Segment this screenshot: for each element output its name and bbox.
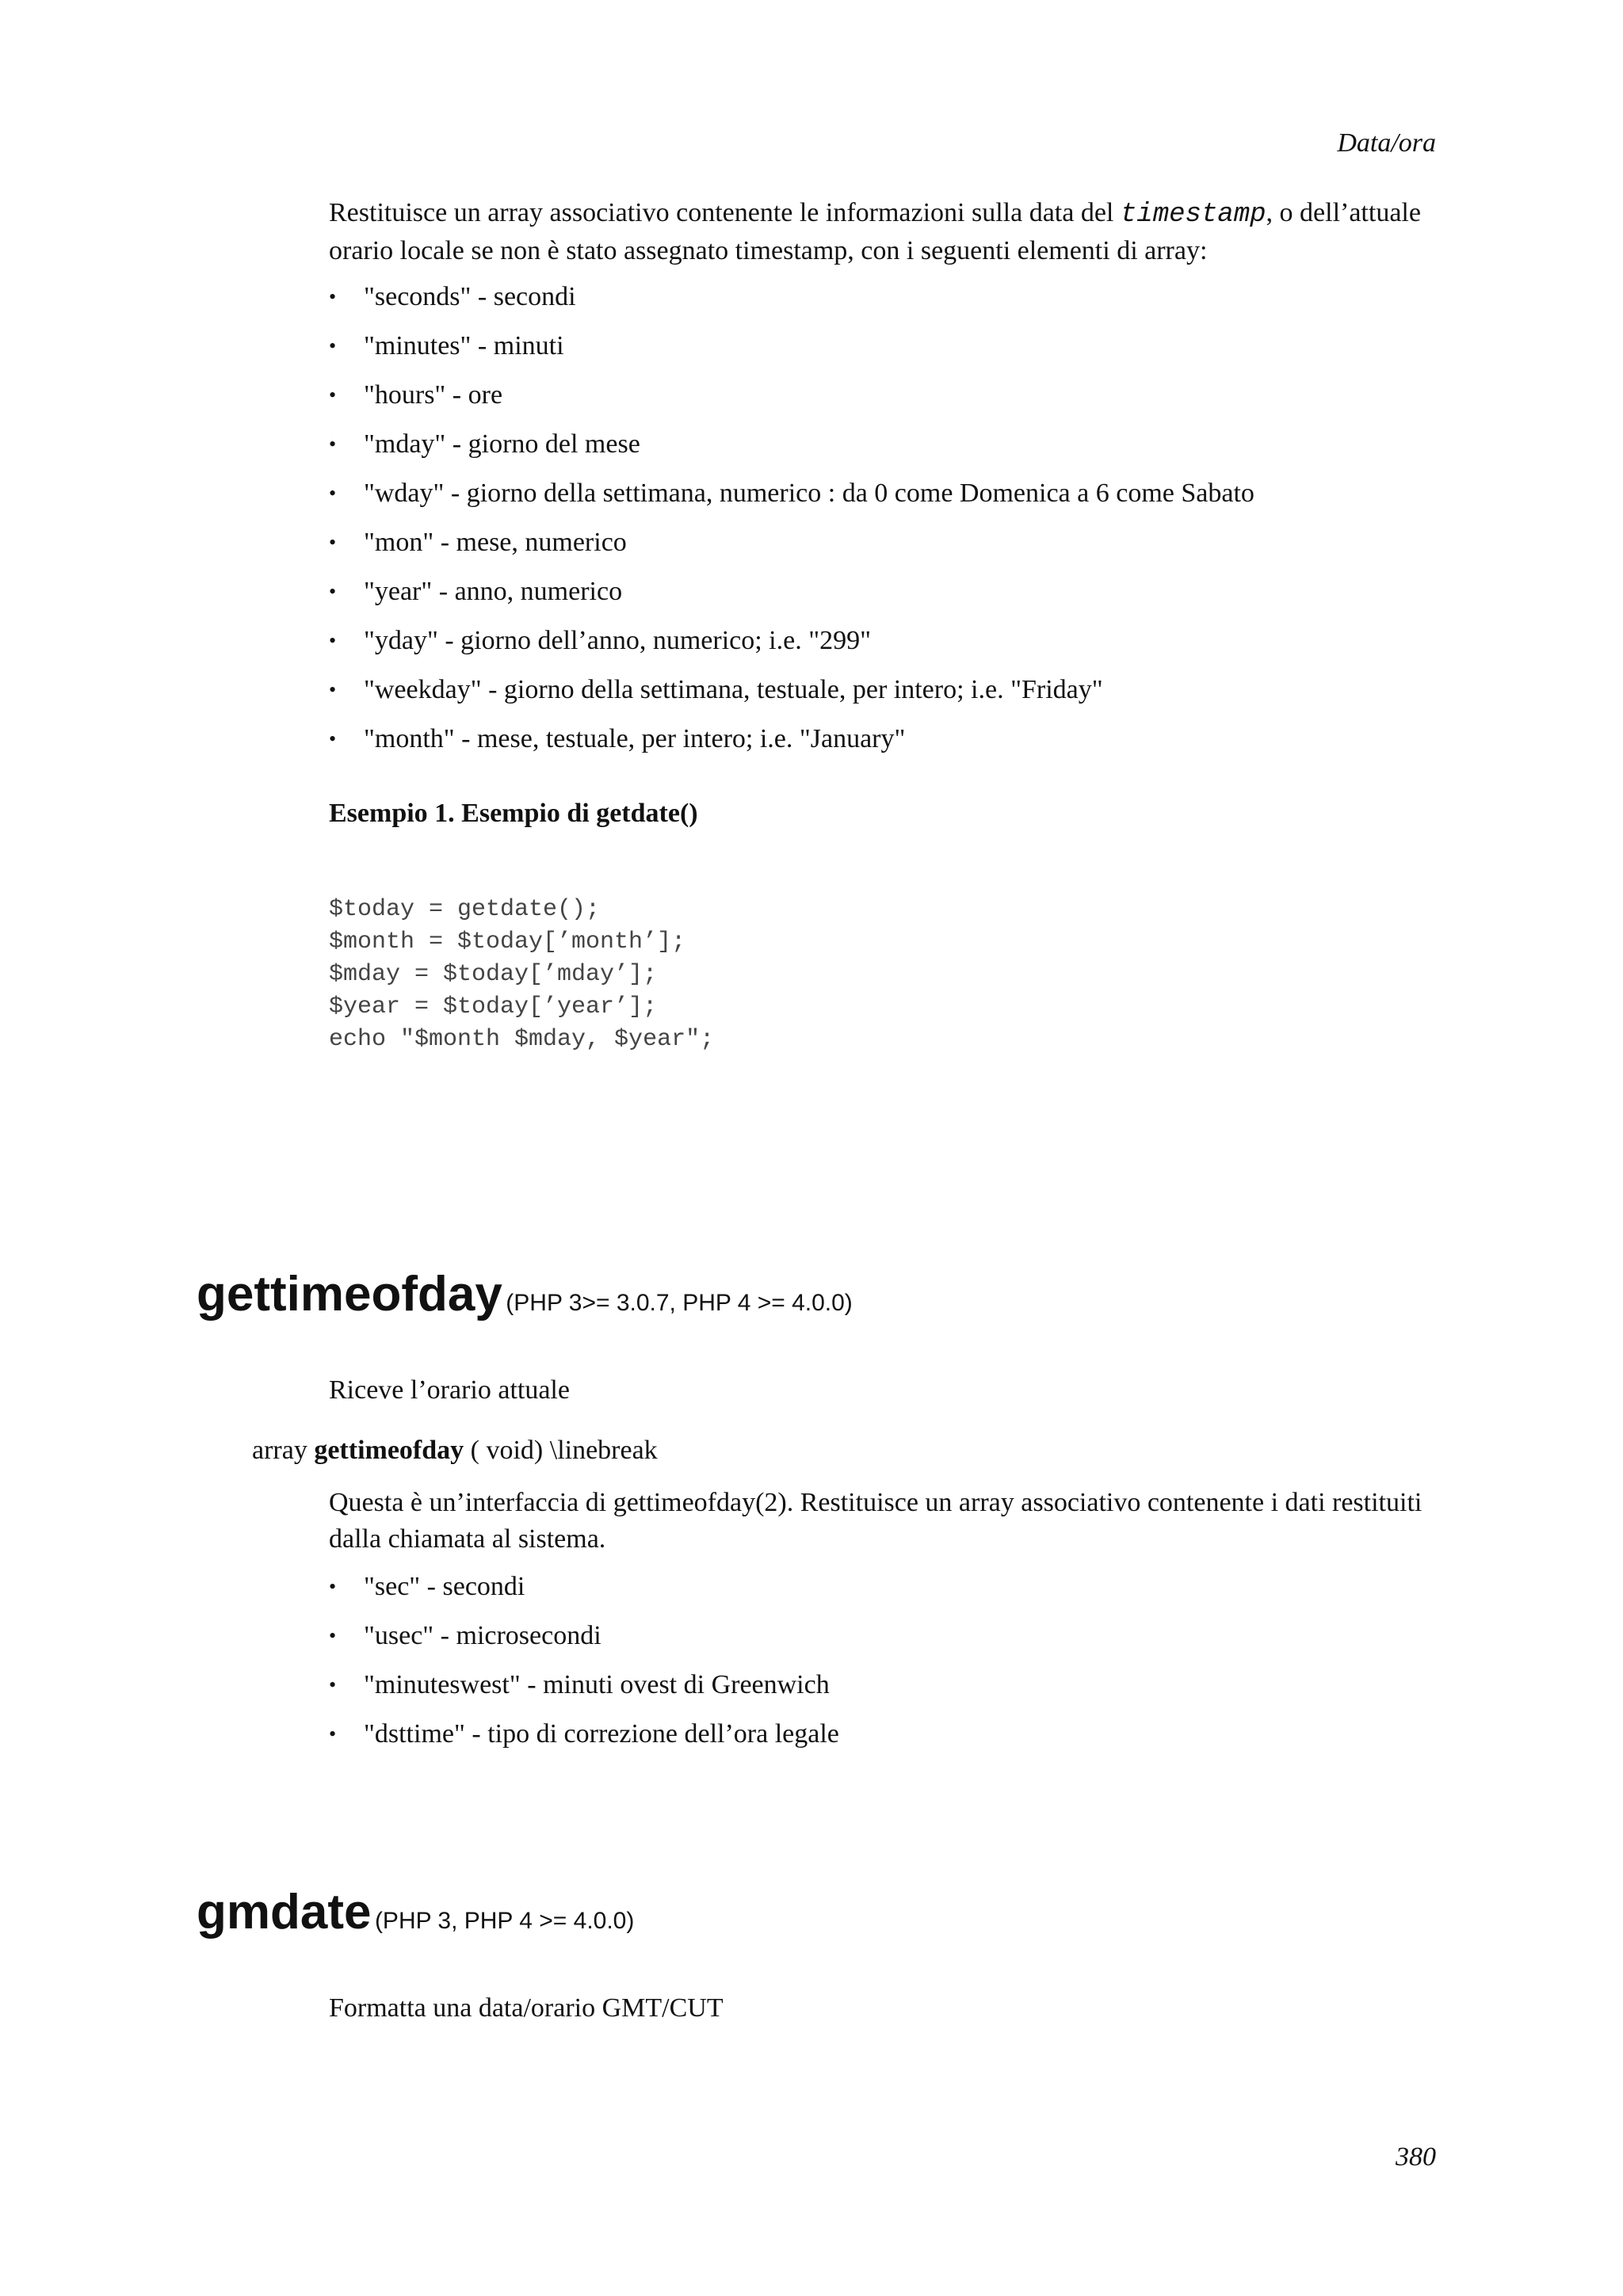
example-code [329, 894, 714, 1056]
bullet-icon: • [329, 433, 337, 456]
list-item-text: "wday" - giorno della settimana, numerico : da 0 come Domenica a 6 come Sabato [364, 479, 1254, 508]
bullet-icon: • [329, 678, 337, 701]
list-item [329, 279, 1454, 328]
list-item [329, 672, 1454, 721]
bullet-icon: • [329, 1673, 337, 1696]
synopsis-args: ( void) \linebreak [464, 1436, 658, 1465]
bullet-icon: • [329, 482, 337, 505]
code-line: $year = $today[’year’]; [329, 994, 658, 1020]
timestamp-param: timestamp [1120, 200, 1266, 230]
list-item [329, 524, 1454, 574]
function-title-gettimeofday [197, 1266, 853, 1322]
bullet-icon: • [329, 1722, 337, 1745]
function-version: (PHP 3, PHP 4 >= 4.0.0) [374, 1908, 635, 1934]
list-item [329, 574, 1454, 623]
list-item-text: "minutes" - minuti [364, 331, 564, 360]
list-item [329, 328, 1454, 377]
list-item [329, 623, 1454, 672]
code-line: $mday = $today[’mday’]; [329, 961, 658, 988]
function-name: gmdate [197, 1885, 372, 1939]
gettimeofday-summary: Riceve l’orario attuale [329, 1375, 570, 1405]
running-header: Data/ora [1337, 128, 1436, 158]
list-item [329, 1618, 1454, 1667]
synopsis-return-type: array [252, 1436, 307, 1465]
gettimeofday-items-list [329, 1569, 1454, 1765]
list-item-text: "hours" - ore [364, 380, 503, 410]
synopsis-function-name: gettimeofday [314, 1436, 464, 1465]
bullet-icon: • [329, 334, 337, 357]
list-item [329, 377, 1454, 426]
list-item-text: "year" - anno, numerico [364, 577, 623, 606]
list-item-text: "month" - mese, testuale, per intero; i.e. "January" [364, 724, 906, 753]
list-item [329, 1667, 1454, 1716]
code-line: $month = $today[’month’]; [329, 929, 686, 955]
bullet-icon: • [329, 531, 337, 554]
list-item-text: "sec" - secondi [364, 1572, 525, 1601]
code-line: $today = getdate(); [329, 896, 601, 923]
list-item-text: "dsttime" - tipo di correzione dell’ora legale [364, 1719, 839, 1749]
list-item [329, 1716, 1454, 1765]
getdate-description [329, 195, 1454, 269]
list-item-text: "seconds" - secondi [364, 282, 576, 311]
intro-text-end: , o dell’attuale orario locale se non è stato assegnato timestamp, con i seguenti elementi di array: [329, 198, 1421, 265]
function-synopsis [252, 1436, 658, 1466]
getdate-items-list [329, 279, 1454, 770]
list-item [329, 426, 1454, 475]
bullet-icon: • [329, 285, 337, 308]
bullet-icon: • [329, 1575, 337, 1598]
example-title: Esempio 1. Esempio di getdate() [329, 799, 698, 828]
bullet-icon: • [329, 1624, 337, 1647]
code-line: echo "$month $mday, $year"; [329, 1026, 715, 1053]
function-name: gettimeofday [197, 1267, 502, 1322]
list-item [329, 721, 1454, 770]
gettimeofday-description: Questa è un’interfaccia di gettimeofday(2). Restituisce un array associativo contenente i dati restituiti dalla chiamata al sistema. [329, 1488, 1423, 1554]
list-item-text: "mday" - giorno del mese [364, 429, 640, 459]
bullet-icon: • [329, 383, 337, 406]
gmdate-summary: Formatta una data/orario GMT/CUT [329, 1993, 724, 2023]
list-item-text: "yday" - giorno dell’anno, numerico; i.e. "299" [364, 626, 871, 655]
intro-text-start: Restituisce un array associativo contenente le informazioni sulla data del [329, 198, 1121, 227]
bullet-icon: • [329, 580, 337, 603]
bullet-icon: • [329, 727, 337, 750]
list-item-text: "usec" - microsecondi [364, 1621, 601, 1650]
list-item-text: "minuteswest" - minuti ovest di Greenwich [364, 1670, 830, 1699]
list-item [329, 1569, 1454, 1618]
list-item-text: "weekday" - giorno della settimana, testuale, per intero; i.e. "Friday" [364, 675, 1103, 704]
page-number: 380 [1396, 2142, 1436, 2172]
function-version: (PHP 3>= 3.0.7, PHP 4 >= 4.0.0) [506, 1290, 853, 1316]
bullet-icon: • [329, 629, 337, 652]
function-title-gmdate [197, 1884, 634, 1940]
list-item-text: "mon" - mese, numerico [364, 528, 627, 557]
list-item [329, 475, 1454, 524]
